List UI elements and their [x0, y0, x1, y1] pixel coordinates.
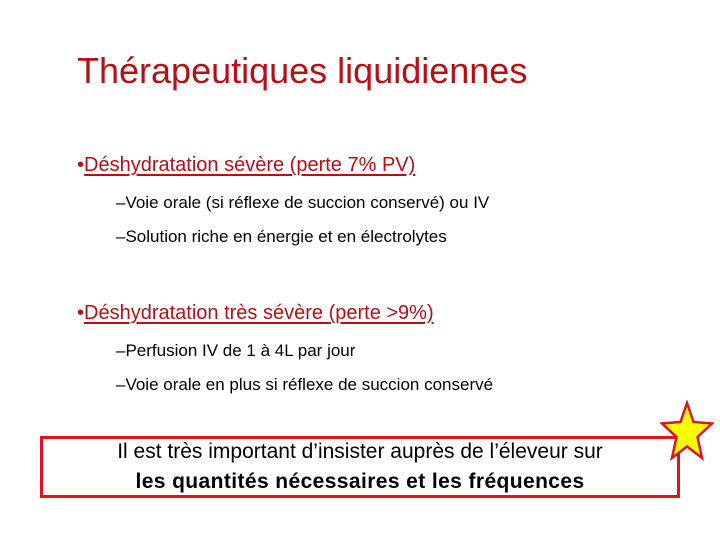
sub-item-iv-perfusion: –Perfusion IV de 1 à 4L par jour	[116, 341, 356, 360]
sub-item-oral-supplement: –Voie orale en plus si réflexe de succion conservé	[116, 375, 494, 394]
bullet-marker: •	[77, 302, 85, 324]
star-icon	[660, 400, 714, 464]
sub-item-oral-route: –Voie orale (si réflexe de succion conservé) ou IV	[116, 193, 490, 212]
bullet-severe-dehydration	[77, 154, 415, 177]
sub-item-energy-solution: –Solution riche en énergie et en électrolytes	[116, 227, 447, 246]
bullet-marker: •	[77, 154, 85, 176]
bullet-very-severe-dehydration	[77, 302, 434, 325]
bullet-label: Déshydratation très sévère (perte >9%)	[84, 302, 434, 324]
callout-text-line2: les quantités nécessaires et les fréquences	[135, 470, 585, 493]
slide-title: Thérapeutiques liquidiennes	[77, 50, 528, 91]
callout-text-line1: Il est très important d’insister auprès de l’éleveur sur	[117, 440, 603, 463]
bullet-label: Déshydratation sévère (perte 7% PV)	[84, 154, 416, 176]
